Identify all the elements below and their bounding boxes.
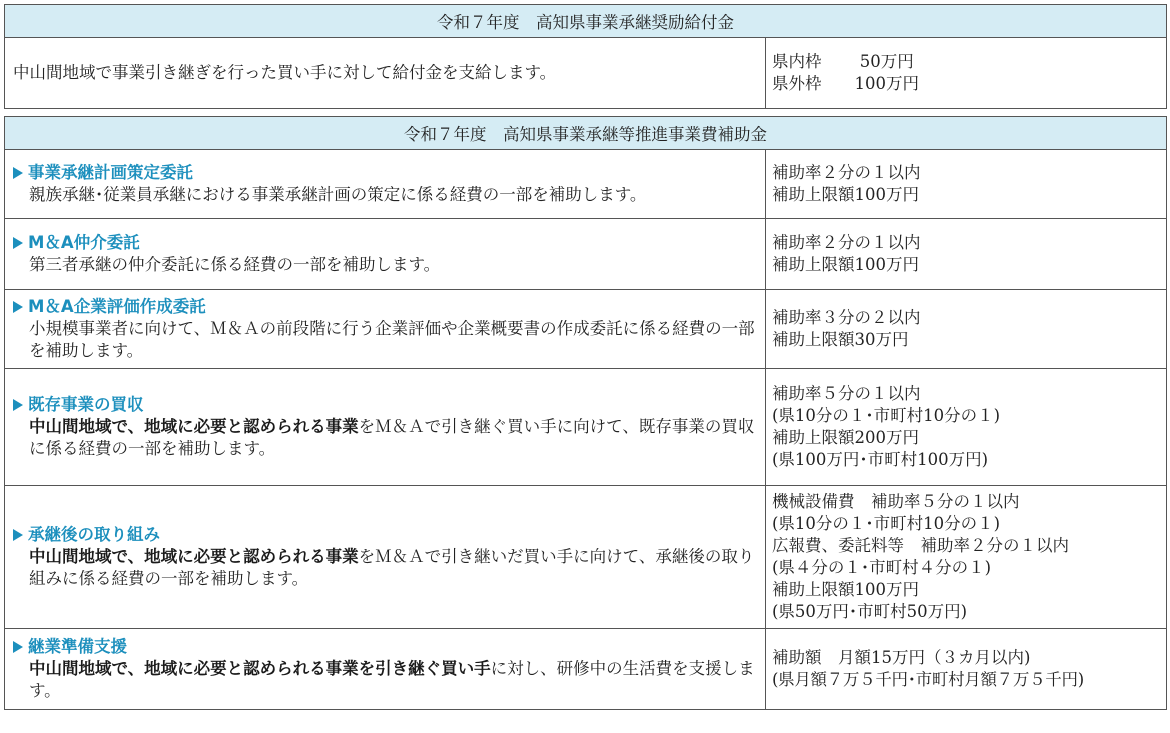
triangle-bullet-icon bbox=[13, 301, 23, 313]
grant-description: 中山間地域で事業引き継ぎを行った買い手に対して給付金を支給します。 bbox=[5, 38, 766, 109]
triangle-bullet-icon bbox=[13, 167, 23, 179]
table-header: 令和７年度 高知県事業承継等推進事業費補助金 bbox=[5, 117, 1167, 150]
item-description: 中山間地域で、地域に必要と認められる事業をＭ＆Ａで引き継ぐ買い手に向けて、既存事業の買収に係る経費の一部を補助します。 bbox=[29, 417, 755, 458]
term-line: 広報費、委託料等 補助率２分の１以内 bbox=[772, 536, 1069, 555]
term-line: (県４分の１･市町村４分の１) bbox=[772, 558, 992, 577]
term-line: (県10分の１･市町村10分の１) bbox=[772, 406, 1001, 425]
term-line: 補助上限額100万円 bbox=[772, 255, 919, 274]
item-cell bbox=[5, 219, 766, 290]
item-title: 事業承継計画策定委託 bbox=[13, 162, 757, 184]
term-line: (県月額７万５千円･市町村月額７万５千円) bbox=[772, 670, 1084, 689]
term-line: 補助率２分の１以内 bbox=[772, 233, 921, 252]
term-line: 補助上限額200万円 bbox=[772, 428, 919, 447]
triangle-bullet-icon bbox=[13, 399, 23, 411]
table-row bbox=[5, 629, 1167, 710]
subsidy-table bbox=[4, 116, 1167, 710]
table-header: 令和７年度 高知県事業承継奨励給付金 bbox=[5, 5, 1167, 38]
term-line: (県50万円･市町村50万円) bbox=[772, 602, 968, 621]
amount-in-prefecture: 県内枠 50万円 bbox=[772, 52, 914, 71]
item-terms bbox=[766, 486, 1167, 629]
table-row bbox=[5, 486, 1167, 629]
item-description: 中山間地域で、地域に必要と認められる事業をＭ＆Ａで引き継いだ買い手に向けて、承継後の取り組みに係る経費の一部を補助します。 bbox=[29, 547, 755, 588]
term-line: 補助率２分の１以内 bbox=[772, 163, 921, 182]
item-terms bbox=[766, 369, 1167, 486]
triangle-bullet-icon bbox=[13, 641, 23, 653]
item-cell bbox=[5, 369, 766, 486]
item-description: 中山間地域で、地域に必要と認められる事業を引き継ぐ買い手に対し、研修中の生活費を支援します。 bbox=[29, 659, 755, 700]
item-cell bbox=[5, 629, 766, 710]
term-line: 補助率３分の２以内 bbox=[772, 308, 921, 327]
item-terms bbox=[766, 219, 1167, 290]
item-title: M＆A仲介委託 bbox=[13, 232, 757, 254]
amount-out-prefecture: 県外枠 100万円 bbox=[772, 74, 919, 93]
term-line: 機械設備費 補助率５分の１以内 bbox=[772, 492, 1020, 511]
incentive-grant-table bbox=[4, 4, 1167, 109]
item-cell bbox=[5, 486, 766, 629]
term-line: 補助額 月額15万円（３カ月以内) bbox=[772, 648, 1031, 667]
term-line: 補助上限額100万円 bbox=[772, 580, 919, 599]
term-line: 補助率５分の１以内 bbox=[772, 384, 921, 403]
item-description: 第三者承継の仲介委託に係る経費の一部を補助します。 bbox=[29, 255, 441, 274]
emphasis-text: 中山間地域で、地域に必要と認められる事業を引き継ぐ買い手 bbox=[29, 659, 491, 678]
table-row bbox=[5, 290, 1167, 369]
term-line: (県10分の１･市町村10分の１) bbox=[772, 514, 1001, 533]
emphasis-text: 中山間地域で、地域に必要と認められる事業 bbox=[29, 417, 359, 436]
term-line: (県100万円･市町村100万円) bbox=[772, 450, 989, 469]
item-title: M＆A企業評価作成委託 bbox=[13, 296, 757, 318]
item-title: 継業準備支援 bbox=[13, 636, 757, 658]
triangle-bullet-icon bbox=[13, 237, 23, 249]
item-terms bbox=[766, 290, 1167, 369]
triangle-bullet-icon bbox=[13, 529, 23, 541]
emphasis-text: 中山間地域で、地域に必要と認められる事業 bbox=[29, 547, 359, 566]
item-description: 親族承継･従業員承継における事業承継計画の策定に係る経費の一部を補助します。 bbox=[29, 185, 647, 204]
table-row bbox=[5, 369, 1167, 486]
item-cell bbox=[5, 290, 766, 369]
item-cell bbox=[5, 150, 766, 219]
term-line: 補助上限額30万円 bbox=[772, 330, 909, 349]
table-row bbox=[5, 150, 1167, 219]
item-description: 小規模事業者に向けて、Ｍ＆Ａの前段階に行う企業評価や企業概要書の作成委託に係る経費の一部を補助します。 bbox=[29, 319, 755, 360]
item-terms bbox=[766, 150, 1167, 219]
grant-amounts bbox=[766, 38, 1167, 109]
item-terms bbox=[766, 629, 1167, 710]
term-line: 補助上限額100万円 bbox=[772, 185, 919, 204]
item-title: 既存事業の買収 bbox=[13, 394, 757, 416]
table-row bbox=[5, 38, 1167, 109]
table-row bbox=[5, 219, 1167, 290]
item-title: 承継後の取り組み bbox=[13, 524, 757, 546]
